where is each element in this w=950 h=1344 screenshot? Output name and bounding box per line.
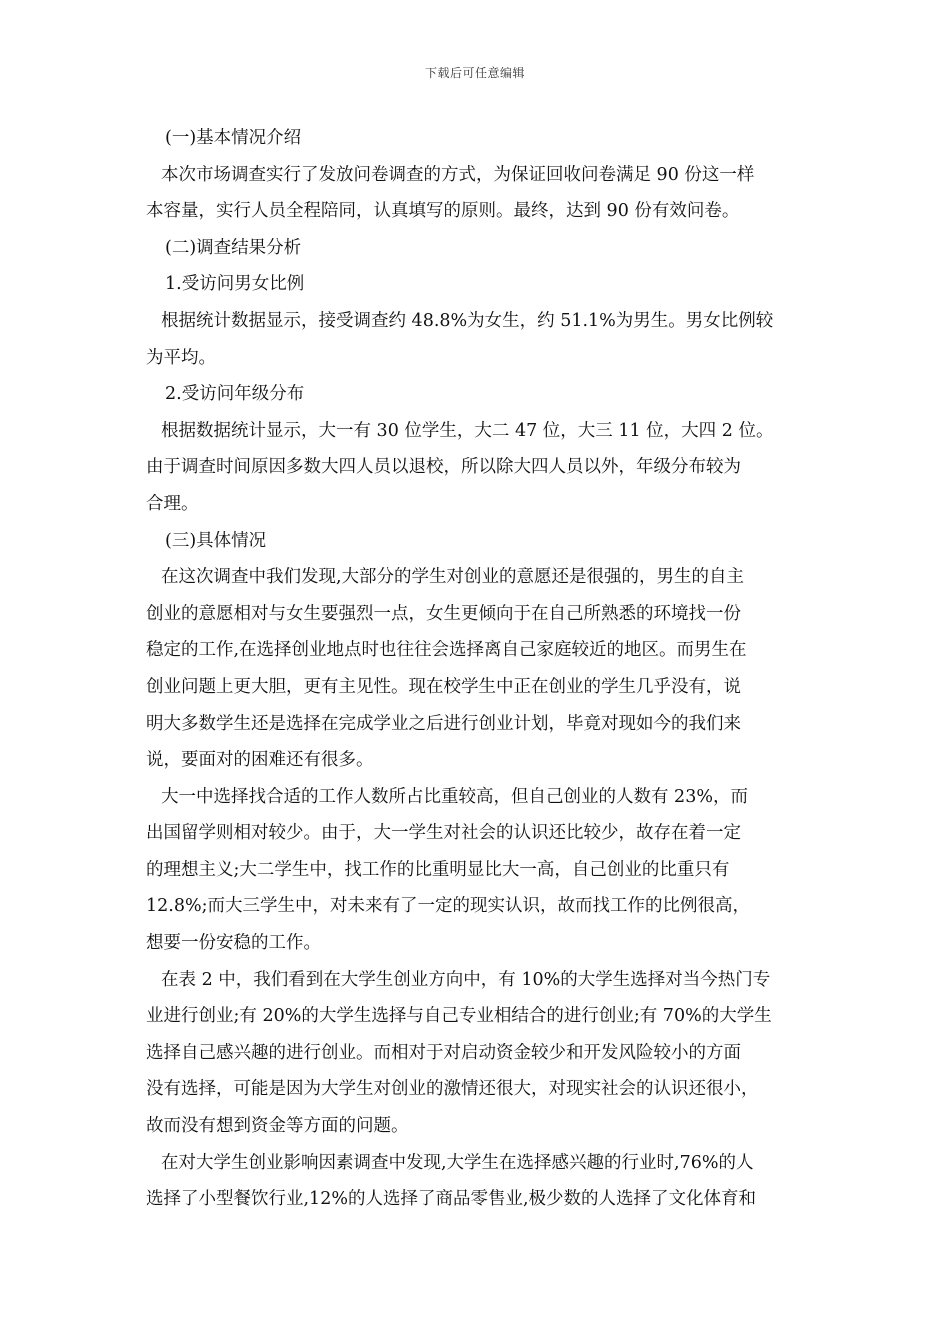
text-line: 为平均。 bbox=[146, 347, 216, 368]
text-line: 2.受访问年级分布 bbox=[165, 384, 305, 405]
text-line: 合理。 bbox=[146, 493, 199, 514]
text-line: 创业问题上更大胆，更有主见性。现在校学生中正在创业的学生几乎没有，说 bbox=[146, 676, 741, 697]
text-line: 创业的意愿相对与女生要强烈一点，女生更倾向于在自己所熟悉的环境找一份 bbox=[146, 603, 741, 624]
text-line: (一)基本情况介绍 bbox=[165, 128, 302, 148]
document-body bbox=[146, 120, 810, 1218]
page-header-note: 下载后可任意编辑 bbox=[424, 66, 525, 80]
text-line: 没有选择，可能是因为大学生对创业的激情还很大，对现实社会的认识还很小， bbox=[146, 1079, 759, 1100]
text-line: 1.受访问男女比例 bbox=[165, 274, 305, 295]
text-line: 本次市场调查实行了发放问卷调查的方式，为保证回收问卷满足 90 份这一样 bbox=[161, 164, 755, 185]
text-line: 出国留学则相对较少。由于，大一学生对社会的认识还比较少，故存在着一定 bbox=[146, 823, 741, 844]
text-line: 想要一份安稳的工作。 bbox=[146, 933, 321, 954]
text-line: (三)具体情况 bbox=[165, 530, 267, 551]
text-line: 说，要面对的困难还有很多。 bbox=[146, 750, 374, 771]
text-line: (二)调查结果分析 bbox=[165, 237, 302, 258]
text-line: 根据统计数据显示，接受调查约 48.8%为女生，约 51.1%为男生。男女比例较 bbox=[161, 310, 774, 331]
text-line: 在表 2 中，我们看到在大学生创业方向中，有 10%的大学生选择对当今热门专 bbox=[161, 969, 771, 990]
text-line: 在对大学生创业影响因素调查中发现,大学生在选择感兴趣的行业时,76%的人 bbox=[161, 1152, 754, 1173]
text-line: 选择了小型餐饮行业,12%的人选择了商品零售业,极少数的人选择了文化体育和 bbox=[146, 1189, 757, 1210]
text-line: 明大多数学生还是选择在完成学业之后进行创业计划，毕竟对现如今的我们来 bbox=[146, 713, 741, 734]
text-line: 稳定的工作,在选择创业地点时也往往会选择离自己家庭较近的地区。而男生在 bbox=[146, 640, 747, 661]
text-line: 由于调查时间原因多数大四人员以退校，所以除大四人员以外，年级分布较为 bbox=[146, 457, 741, 478]
text-line: 的理想主义;大二学生中，找工作的比重明显比大一高，自己创业的比重只有 bbox=[146, 859, 730, 880]
text-line: 根据数据统计显示，大一有 30 位学生，大二 47 位，大三 11 位，大四 2 位。 bbox=[161, 420, 774, 441]
text-line: 故而没有想到资金等方面的问题。 bbox=[146, 1116, 409, 1137]
text-line: 选择自己感兴趣的进行创业。而相对于对启动资金较少和开发风险较小的方面 bbox=[146, 1042, 741, 1063]
text-line: 大一中选择找合适的工作人数所占比重较高，但自己创业的人数有 23%，而 bbox=[161, 786, 748, 807]
text-line: 12.8%;而大三学生中，对未来有了一定的现实认识，故而找工作的比例很高， bbox=[146, 896, 750, 917]
text-line: 在这次调查中我们发现,大部分的学生对创业的意愿还是很强的，男生的自主 bbox=[161, 567, 745, 588]
text-line: 本容量，实行人员全程陪同，认真填写的原则。最终，达到 90 份有效问卷。 bbox=[146, 201, 740, 222]
text-line: 业进行创业;有 20%的大学生选择与自己专业相结合的进行创业;有 70%的大学生 bbox=[146, 1006, 772, 1027]
